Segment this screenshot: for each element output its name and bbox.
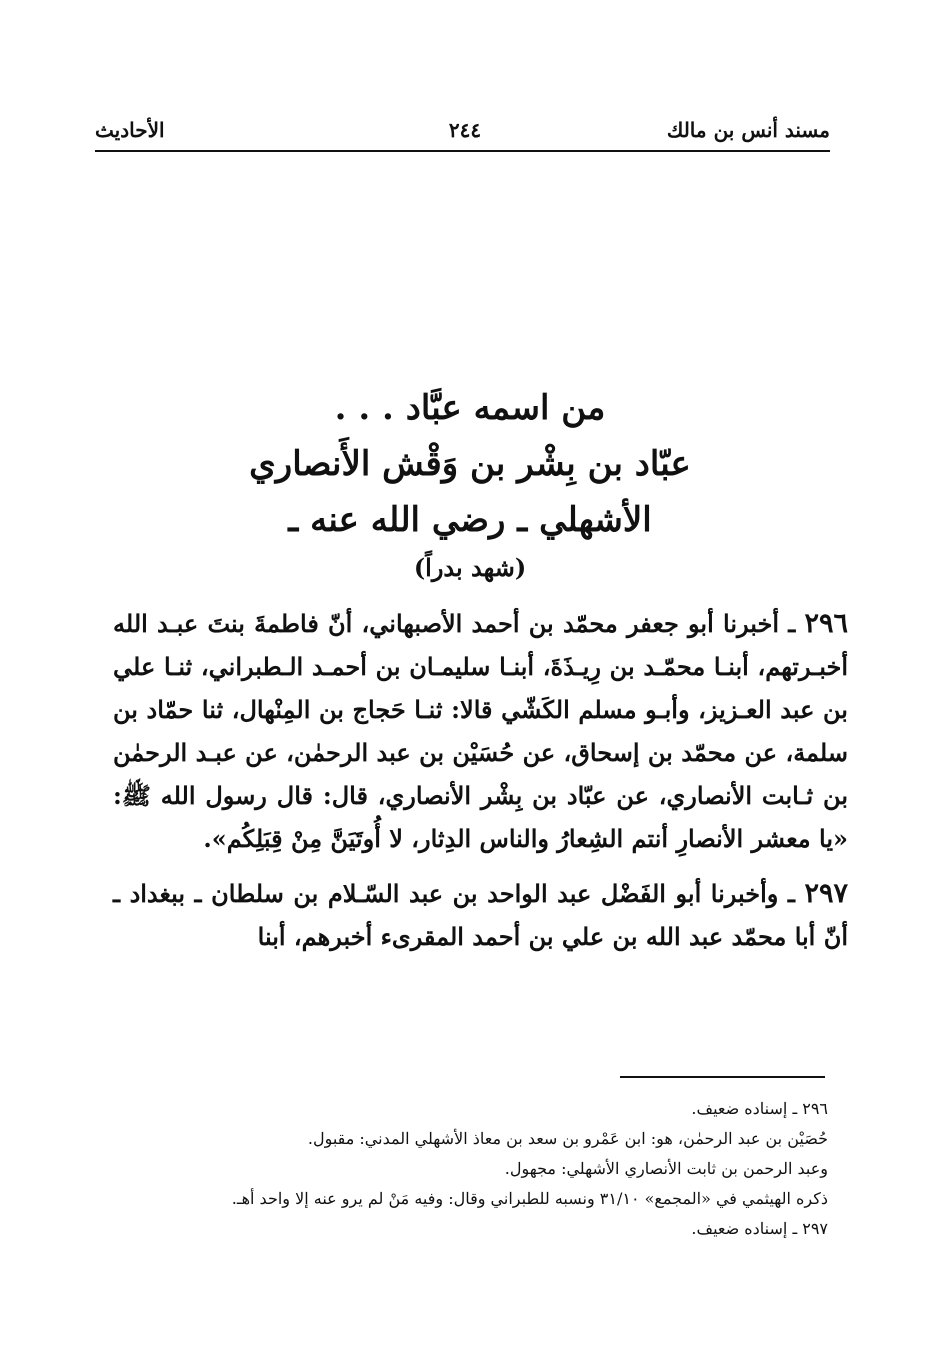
footnote-line: حُصَيْن بن عبد الرحمٰن، هو: ابن عَمْرو بن سعد بن معاذ الأشهلي المدني: مقبول. [307, 1129, 828, 1148]
footnote-line: وعبد الرحمن بن ثابت الأنصاري الأشهلي: مجهول. [504, 1159, 828, 1178]
footnotes [118, 1094, 828, 1244]
running-header [95, 116, 830, 156]
footnote-296: ٢٩٦ ـ إسناده ضعيف. [691, 1099, 828, 1118]
hadith-297 [113, 872, 848, 958]
footnote-line: ذكره الهيثمي في «المجمع» ٣١/١٠ ونسبه للطبراني وقال: وفيه مَنْ لم يرو عنه إلا واحد أهـ. [231, 1189, 828, 1208]
hadith-296 [113, 602, 848, 860]
section-title: الأحاديث [95, 118, 165, 142]
footnote-rule [620, 1076, 825, 1078]
page-number: ٢٤٤ [448, 118, 482, 142]
main-text [113, 602, 848, 970]
heading-line-3: الأشهلي ـ رضي الله عنه ـ [288, 500, 652, 540]
header-rule [95, 150, 830, 152]
chapter-heading [170, 380, 770, 588]
hadith-text: ـ أخبرنا أبو جعفر محمّد بن أحمد الأصبهاني، أنّ فاطمةَ بنتَ عبـد الله أخبـرتهم، أبنـا محمّـد بن رِيـذَةَ، أبنـا سليمـان بن أحمـد الـطبراني، ثنـا علي بن عبد العـزيز، وأبـو مسلم الكَشّي قالا: ثنـا حَجاج بن المِنْهال، ثنا حمّاد بن سلمة، عن محمّد بن إسحاق، عن حُسَيْن بن عبد الرحمٰن، عن عبـد الرحمٰن بن ثـابت الأنصاري، عن عبّاد بن بِشْر الأنصاري، قال: قال رسول الله ﷺ: «يا معشر الأنصارِ أنتم الشِعارُ والناس الدِثار، لا أُوتَيَنَّ مِنْ قِبَلِكُم». [113, 609, 848, 853]
hadith-number: ٢٩٧ [804, 878, 848, 909]
hadith-text: ـ وأخبرنا أبو الفَضْل عبد الواحد بن عبد السّـلام بن سلطان ـ ببغداد ـ أنّ أبا محمّد عبد الله بن علي بن أحمد المقرىء أخبرهم، أبنا [113, 879, 848, 951]
heading-line-2: عبّاد بن بِشْر بن وَقْش الأَنصاري [249, 444, 691, 484]
hadith-number: ٢٩٦ [804, 608, 848, 639]
footnote-297: ٢٩٧ ـ إسناده ضعيف. [691, 1219, 828, 1238]
book-title: مسند أنس بن مالك [666, 118, 830, 142]
heading-line-4: (شهد بدراً) [413, 553, 527, 582]
heading-line-1: من اسمه عبَّاد . . . [334, 388, 606, 428]
